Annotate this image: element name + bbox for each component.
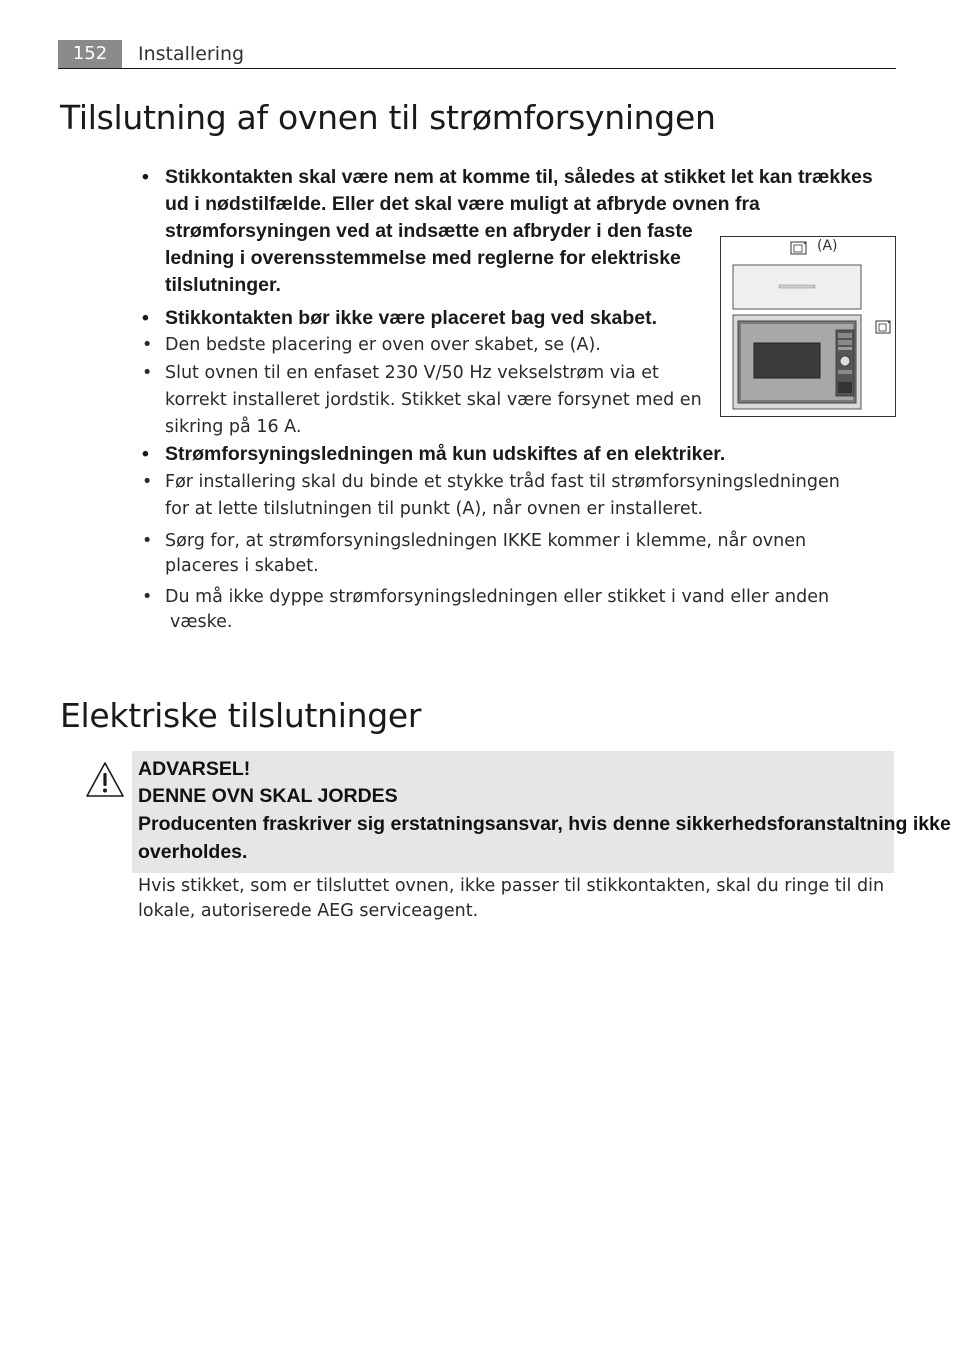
- text-line: Strømforsyningsledningen må kun udskiftes af en elektriker.: [165, 443, 726, 465]
- section-title-electrical-connections: Elektriske tilslutninger: [60, 696, 422, 735]
- text-line: Slut ovnen til en enfaset 230 V/50 Hz vekselstrøm via et: [165, 363, 659, 383]
- text-line: Før installering skal du binde et stykke tråd fast til strømforsyningsledningen: [165, 472, 840, 492]
- oven-installation-figure: [720, 236, 896, 417]
- socket-icon: [876, 321, 890, 333]
- section-title-power-connection: Tilslutning af ovnen til strømforsyningen: [60, 98, 716, 137]
- figure-label: (A): [817, 238, 838, 254]
- bullet-dot: •: [142, 166, 149, 188]
- oven-cabinet-illustration: [721, 237, 895, 416]
- bullet-dot: •: [142, 443, 149, 465]
- text-line: Sørg for, at strømforsyningsledningen IKKE kommer i klemme, når ovnen: [165, 531, 807, 551]
- text-line: Stikkontakten bør ikke være placeret bag ved skabet.: [165, 307, 658, 329]
- text-line: ud i nødstilfælde. Eller det skal være muligt at afbryde ovnen fra: [165, 193, 760, 215]
- text-line: Stikkontakten skal være nem at komme til, således at stikket let kan trækkes: [165, 166, 873, 188]
- list-item-text: [165, 360, 702, 441]
- bullet-dot: •: [142, 363, 153, 383]
- bullet-dot: •: [142, 587, 153, 607]
- text-line: Hvis stikket, som er tilsluttet ovnen, ikke passer til stikkontakten, skal du ringe til din: [138, 876, 885, 896]
- list-item-text: [165, 441, 725, 468]
- text-line: lokale, autoriserede AEG serviceagent.: [138, 901, 479, 921]
- running-header-section: Installering: [138, 43, 245, 65]
- warning-body-line: overholdes.: [138, 841, 248, 863]
- warning-triangle-icon: [84, 760, 126, 800]
- text-line: ledning i overensstemmelse med reglerne for elektriske: [165, 247, 681, 269]
- text-line: placeres i skabet.: [165, 556, 319, 576]
- bullet-dot: •: [142, 472, 153, 492]
- text-line: for at lette tilslutningen til punkt (A), når ovnen er installeret.: [165, 499, 704, 519]
- socket-icon: [791, 242, 806, 254]
- list-item-text: [165, 305, 657, 332]
- text-line: Den bedste placering er oven over skabet, se (A).: [165, 335, 601, 355]
- note-paragraph: [138, 874, 884, 924]
- bullet-dot: •: [142, 307, 149, 329]
- header-rule: [58, 68, 896, 69]
- text-line: korrekt installeret jordstik. Stikket skal være forsynet med en: [165, 390, 702, 410]
- warning-subheading: DENNE OVN SKAL JORDES: [138, 785, 398, 807]
- page-number: 152: [58, 40, 122, 68]
- text-line: væske.: [170, 612, 233, 632]
- warning-body-line: Producenten fraskriver sig erstatningsansvar, hvis denne sikkerhedsforanstaltning ikke: [138, 813, 951, 835]
- bullet-dot: •: [142, 531, 153, 551]
- list-item-text: [165, 584, 829, 636]
- list-item-text: [165, 469, 840, 523]
- list-item-text: [165, 332, 601, 359]
- text-line: strømforsyningen ved at indsætte en afbryder i den faste: [165, 220, 693, 242]
- text-line: tilslutninger.: [165, 274, 281, 296]
- bullet-dot: •: [142, 335, 153, 355]
- text-line: Du må ikke dyppe strømforsyningsledningen eller stikket i vand eller anden: [165, 587, 830, 607]
- warning-heading: ADVARSEL!: [138, 758, 251, 780]
- text-line: sikring på 16 A.: [165, 417, 302, 437]
- list-item-text: [165, 528, 806, 580]
